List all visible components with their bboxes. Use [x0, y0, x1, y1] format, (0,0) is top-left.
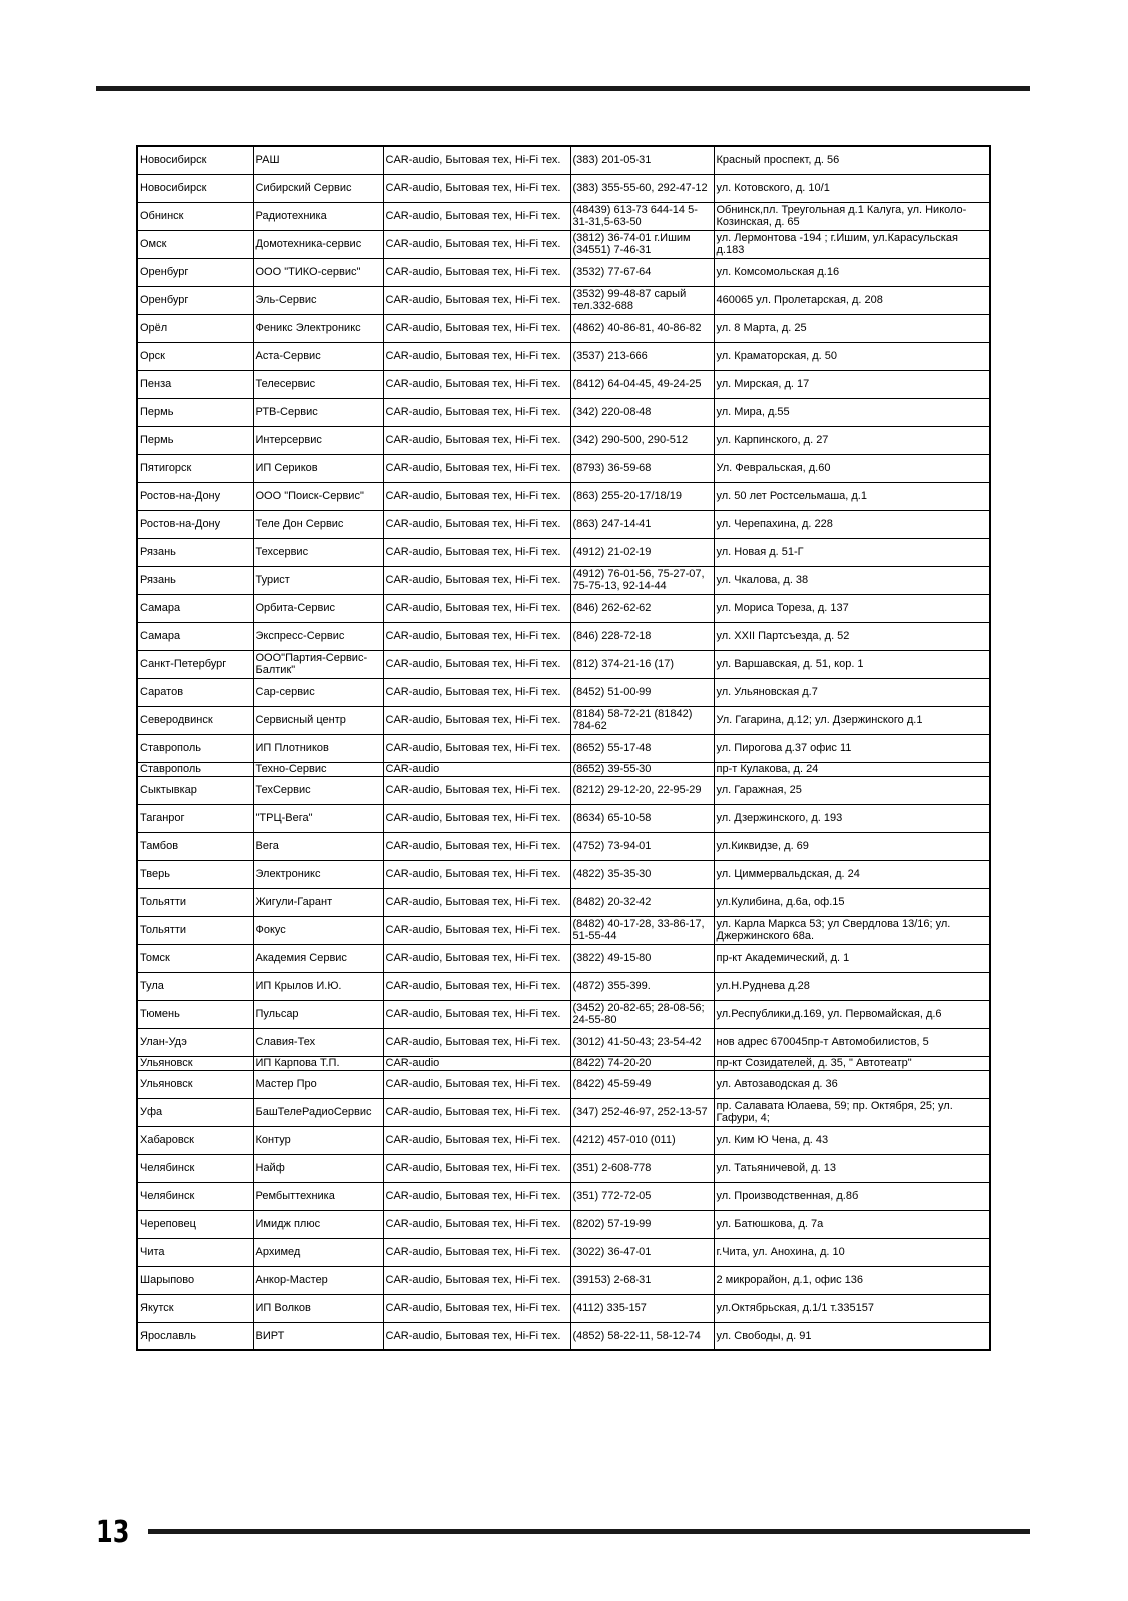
table-row — [137, 454, 990, 482]
table-row — [137, 146, 990, 174]
name-cell: Жигули-Гарант — [253, 888, 383, 916]
city-cell: Ростов-на-Дону — [137, 510, 253, 538]
name-cell: Теле Дон Сервис — [253, 510, 383, 538]
address-cell: ул. 50 лет Ростсельмаша, д.1 — [714, 482, 990, 510]
table-row — [137, 734, 990, 762]
address-cell: ул. Автозаводская д. 36 — [714, 1070, 990, 1098]
city-cell: Томск — [137, 944, 253, 972]
category-cell: CAR-audio, Бытовая тех, Hi-Fi тех. — [383, 650, 570, 678]
phone-cell: (8422) 74-20-20 — [570, 1056, 714, 1070]
name-cell: Интерсервис — [253, 426, 383, 454]
name-cell: ИП Волков — [253, 1294, 383, 1322]
phone-cell: (4852) 58-22-11, 58-12-74 — [570, 1322, 714, 1350]
address-cell: пр-кт Созидателей, д. 35, " Автотеатр" — [714, 1056, 990, 1070]
address-cell: ул. Мориса Тореза, д. 137 — [714, 594, 990, 622]
phone-cell: (48439) 613-73 644-14 5-31-31,5-63-50 — [570, 202, 714, 230]
phone-cell: (4912) 76-01-56, 75-27-07, 75-75-13, 92-14-44 — [570, 566, 714, 594]
table-row — [137, 286, 990, 314]
name-cell: Анкор-Мастер — [253, 1266, 383, 1294]
category-cell: CAR-audio, Бытовая тех, Hi-Fi тех. — [383, 1000, 570, 1028]
phone-cell: (8212) 29-12-20, 22-95-29 — [570, 776, 714, 804]
address-cell: ул. Краматорская, д. 50 — [714, 342, 990, 370]
phone-cell: (863) 247-14-41 — [570, 510, 714, 538]
table-row — [137, 230, 990, 258]
city-cell: Тольятти — [137, 916, 253, 944]
city-cell: Ульяновск — [137, 1070, 253, 1098]
name-cell: Сервисный центр — [253, 706, 383, 734]
name-cell: Имидж плюс — [253, 1210, 383, 1238]
category-cell: CAR-audio, Бытовая тех, Hi-Fi тех. — [383, 202, 570, 230]
table-row — [137, 1028, 990, 1056]
table-row — [137, 1266, 990, 1294]
name-cell: ИП Плотников — [253, 734, 383, 762]
phone-cell: (3822) 49-15-80 — [570, 944, 714, 972]
phone-cell: (4872) 355-399. — [570, 972, 714, 1000]
category-cell: CAR-audio, Бытовая тех, Hi-Fi тех. — [383, 230, 570, 258]
category-cell: CAR-audio, Бытовая тех, Hi-Fi тех. — [383, 1266, 570, 1294]
city-cell: Пермь — [137, 426, 253, 454]
city-cell: Ставрополь — [137, 762, 253, 776]
city-cell: Санкт-Петербург — [137, 650, 253, 678]
service-centers-table — [136, 145, 991, 1351]
city-cell: Ставрополь — [137, 734, 253, 762]
address-cell: ул. Татьяничевой, д. 13 — [714, 1154, 990, 1182]
city-cell: Улан-Удэ — [137, 1028, 253, 1056]
table-row — [137, 538, 990, 566]
name-cell: Электроникс — [253, 860, 383, 888]
category-cell: CAR-audio, Бытовая тех, Hi-Fi тех. — [383, 286, 570, 314]
address-cell: ул.Н.Руднева д.28 — [714, 972, 990, 1000]
phone-cell: (4822) 35-35-30 — [570, 860, 714, 888]
address-cell: ул. Котовского, д. 10/1 — [714, 174, 990, 202]
table-row — [137, 482, 990, 510]
city-cell: Омск — [137, 230, 253, 258]
category-cell: CAR-audio, Бытовая тех, Hi-Fi тех. — [383, 706, 570, 734]
city-cell: Уфа — [137, 1098, 253, 1126]
table-row — [137, 1294, 990, 1322]
phone-cell: (3012) 41-50-43; 23-54-42 — [570, 1028, 714, 1056]
name-cell: Фокус — [253, 916, 383, 944]
address-cell: ул. Свободы, д. 91 — [714, 1322, 990, 1350]
city-cell: Ростов-на-Дону — [137, 482, 253, 510]
city-cell: Орёл — [137, 314, 253, 342]
city-cell: Пермь — [137, 398, 253, 426]
address-cell: ул. Карла Маркса 53; ул Свердлова 13/16; ул. Джержинского 68а. — [714, 916, 990, 944]
address-cell: ул. Комсомольская д.16 — [714, 258, 990, 286]
city-cell: Рязань — [137, 566, 253, 594]
city-cell: Тамбов — [137, 832, 253, 860]
phone-cell: (3532) 99-48-87 сарый тел.332-688 — [570, 286, 714, 314]
name-cell: ООО"Партия-Сервис-Балтик" — [253, 650, 383, 678]
city-cell: Череповец — [137, 1210, 253, 1238]
category-cell: CAR-audio, Бытовая тех, Hi-Fi тех. — [383, 1126, 570, 1154]
table-row — [137, 1182, 990, 1210]
phone-cell: (846) 262-62-62 — [570, 594, 714, 622]
table-body — [137, 146, 990, 1350]
address-cell: ул. Новая д. 51-Г — [714, 538, 990, 566]
phone-cell: (39153) 2-68-31 — [570, 1266, 714, 1294]
address-cell: Ул. Гагарина, д.12; ул. Дзержинского д.1 — [714, 706, 990, 734]
category-cell: CAR-audio, Бытовая тех, Hi-Fi тех. — [383, 622, 570, 650]
table-row — [137, 916, 990, 944]
address-cell: пр. Салавата Юлаева, 59; пр. Октября, 25; ул. Гафури, 4; — [714, 1098, 990, 1126]
name-cell: Домотехника-сервис — [253, 230, 383, 258]
address-cell: 460065 ул. Пролетарская, д. 208 — [714, 286, 990, 314]
phone-cell: (351) 772-72-05 — [570, 1182, 714, 1210]
city-cell: Тольятти — [137, 888, 253, 916]
address-cell: г.Чита, ул. Анохина, д. 10 — [714, 1238, 990, 1266]
name-cell: Орбита-Сервис — [253, 594, 383, 622]
name-cell: БашТелеРадиоСервис — [253, 1098, 383, 1126]
phone-cell: (8652) 55-17-48 — [570, 734, 714, 762]
city-cell: Орск — [137, 342, 253, 370]
city-cell: Тула — [137, 972, 253, 1000]
category-cell: CAR-audio, Бытовая тех, Hi-Fi тех. — [383, 398, 570, 426]
city-cell: Ярославль — [137, 1322, 253, 1350]
city-cell: Новосибирск — [137, 146, 253, 174]
address-cell: ул. Ким Ю Чена, д. 43 — [714, 1126, 990, 1154]
name-cell: Эль-Сервис — [253, 286, 383, 314]
phone-cell: (8482) 40-17-28, 33-86-17, 51-55-44 — [570, 916, 714, 944]
table-row — [137, 370, 990, 398]
address-cell: ул. Гаражная, 25 — [714, 776, 990, 804]
phone-cell: (3532) 77-67-64 — [570, 258, 714, 286]
name-cell: Архимед — [253, 1238, 383, 1266]
table-row — [137, 1070, 990, 1098]
table-row — [137, 594, 990, 622]
category-cell: CAR-audio, Бытовая тех, Hi-Fi тех. — [383, 314, 570, 342]
table-row — [137, 804, 990, 832]
category-cell: CAR-audio, Бытовая тех, Hi-Fi тех. — [383, 972, 570, 1000]
address-cell: ул.Кулибина, д.6а, оф.15 — [714, 888, 990, 916]
city-cell: Пятигорск — [137, 454, 253, 482]
name-cell: Сибирский Сервис — [253, 174, 383, 202]
phone-cell: (342) 220-08-48 — [570, 398, 714, 426]
category-cell: CAR-audio, Бытовая тех, Hi-Fi тех. — [383, 860, 570, 888]
phone-cell: (383) 201-05-31 — [570, 146, 714, 174]
table-row — [137, 762, 990, 776]
table-row — [137, 314, 990, 342]
category-cell: CAR-audio, Бытовая тех, Hi-Fi тех. — [383, 888, 570, 916]
city-cell: Тверь — [137, 860, 253, 888]
table-row — [137, 174, 990, 202]
phone-cell: (3452) 20-82-65; 28-08-56; 24-55-80 — [570, 1000, 714, 1028]
table-row — [137, 888, 990, 916]
name-cell: Мастер Про — [253, 1070, 383, 1098]
category-cell: CAR-audio, Бытовая тех, Hi-Fi тех. — [383, 832, 570, 860]
address-cell: 2 микрорайон, д.1, офис 136 — [714, 1266, 990, 1294]
address-cell: пр-кт Академический, д. 1 — [714, 944, 990, 972]
category-cell: CAR-audio, Бытовая тех, Hi-Fi тех. — [383, 1210, 570, 1238]
address-cell: ул. Циммервальдская, д. 24 — [714, 860, 990, 888]
address-cell: Красный проспект, д. 56 — [714, 146, 990, 174]
table-row — [137, 1238, 990, 1266]
phone-cell: (8412) 64-04-45, 49-24-25 — [570, 370, 714, 398]
city-cell: Челябинск — [137, 1154, 253, 1182]
name-cell: ТехСервис — [253, 776, 383, 804]
table-row — [137, 426, 990, 454]
category-cell: CAR-audio, Бытовая тех, Hi-Fi тех. — [383, 426, 570, 454]
table-row — [137, 832, 990, 860]
name-cell: Техно-Сервис — [253, 762, 383, 776]
name-cell: РАШ — [253, 146, 383, 174]
table-row — [137, 1126, 990, 1154]
table-row — [137, 398, 990, 426]
category-cell: CAR-audio, Бытовая тех, Hi-Fi тех. — [383, 342, 570, 370]
phone-cell: (3537) 213-666 — [570, 342, 714, 370]
phone-cell: (8184) 58-72-21 (81842) 784-62 — [570, 706, 714, 734]
phone-cell: (4112) 335-157 — [570, 1294, 714, 1322]
category-cell: CAR-audio, Бытовая тех, Hi-Fi тех. — [383, 454, 570, 482]
city-cell: Сыктывкар — [137, 776, 253, 804]
phone-cell: (8452) 51-00-99 — [570, 678, 714, 706]
table-row — [137, 1098, 990, 1126]
city-cell: Пенза — [137, 370, 253, 398]
address-cell: ул. Батюшкова, д. 7а — [714, 1210, 990, 1238]
name-cell: ООО "Поиск-Сервис" — [253, 482, 383, 510]
name-cell: Экспресс-Сервис — [253, 622, 383, 650]
address-cell: ул. Производственная, д.8б — [714, 1182, 990, 1210]
name-cell: Рембыттехника — [253, 1182, 383, 1210]
category-cell: CAR-audio, Бытовая тех, Hi-Fi тех. — [383, 258, 570, 286]
category-cell: CAR-audio, Бытовая тех, Hi-Fi тех. — [383, 1322, 570, 1350]
city-cell: Обнинск — [137, 202, 253, 230]
address-cell: ул. Мира, д.55 — [714, 398, 990, 426]
table-row — [137, 860, 990, 888]
category-cell: CAR-audio, Бытовая тех, Hi-Fi тех. — [383, 538, 570, 566]
phone-cell: (812) 374-21-16 (17) — [570, 650, 714, 678]
city-cell: Чита — [137, 1238, 253, 1266]
phone-cell: (8634) 65-10-58 — [570, 804, 714, 832]
phone-cell: (342) 290-500, 290-512 — [570, 426, 714, 454]
city-cell: Новосибирск — [137, 174, 253, 202]
phone-cell: (8422) 45-59-49 — [570, 1070, 714, 1098]
name-cell: Турист — [253, 566, 383, 594]
category-cell: CAR-audio, Бытовая тех, Hi-Fi тех. — [383, 482, 570, 510]
address-cell: ул. Чкалова, д. 38 — [714, 566, 990, 594]
phone-cell: (347) 252-46-97, 252-13-57 — [570, 1098, 714, 1126]
category-cell: CAR-audio, Бытовая тех, Hi-Fi тех. — [383, 944, 570, 972]
name-cell: Академия Сервис — [253, 944, 383, 972]
table-row — [137, 202, 990, 230]
name-cell: Аста-Сервис — [253, 342, 383, 370]
address-cell: нов адрес 670045пр-т Автомобилистов, 5 — [714, 1028, 990, 1056]
name-cell: ВИРТ — [253, 1322, 383, 1350]
table-row — [137, 776, 990, 804]
address-cell: ул.Республики,д.169, ул. Первомайская, д.6 — [714, 1000, 990, 1028]
city-cell: Северодвинск — [137, 706, 253, 734]
table-row — [137, 510, 990, 538]
name-cell: ООО "ТИКО-сервис" — [253, 258, 383, 286]
address-cell: ул.Октябрьская, д.1/1 т.335157 — [714, 1294, 990, 1322]
name-cell: Славия-Тех — [253, 1028, 383, 1056]
address-cell: ул. Пирогова д.37 офис 11 — [714, 734, 990, 762]
table-row — [137, 1210, 990, 1238]
address-cell: ул.Киквидзе, д. 69 — [714, 832, 990, 860]
table-row — [137, 1154, 990, 1182]
category-cell: CAR-audio, Бытовая тех, Hi-Fi тех. — [383, 1028, 570, 1056]
name-cell: ИП Крылов И.Ю. — [253, 972, 383, 1000]
top-rule — [96, 86, 1030, 91]
address-cell: ул. 8 Марта, д. 25 — [714, 314, 990, 342]
city-cell: Рязань — [137, 538, 253, 566]
table-row — [137, 944, 990, 972]
category-cell: CAR-audio — [383, 1056, 570, 1070]
name-cell: Телесервис — [253, 370, 383, 398]
phone-cell: (846) 228-72-18 — [570, 622, 714, 650]
category-cell: CAR-audio — [383, 762, 570, 776]
name-cell: Техсервис — [253, 538, 383, 566]
category-cell: CAR-audio, Бытовая тех, Hi-Fi тех. — [383, 174, 570, 202]
address-cell: Ул. Февральская, д.60 — [714, 454, 990, 482]
category-cell: CAR-audio, Бытовая тех, Hi-Fi тех. — [383, 776, 570, 804]
category-cell: CAR-audio, Бытовая тех, Hi-Fi тех. — [383, 1154, 570, 1182]
phone-cell: (4912) 21-02-19 — [570, 538, 714, 566]
name-cell: ИП Карпова Т.П. — [253, 1056, 383, 1070]
city-cell: Самара — [137, 622, 253, 650]
phone-cell: (3812) 36-74-01 г.Ишим (34551) 7-46-31 — [570, 230, 714, 258]
phone-cell: (8652) 39-55-30 — [570, 762, 714, 776]
city-cell: Саратов — [137, 678, 253, 706]
category-cell: CAR-audio, Бытовая тех, Hi-Fi тех. — [383, 370, 570, 398]
phone-cell: (4212) 457-010 (011) — [570, 1126, 714, 1154]
table-row — [137, 678, 990, 706]
phone-cell: (351) 2-608-778 — [570, 1154, 714, 1182]
city-cell: Таганрог — [137, 804, 253, 832]
address-cell: ул. Варшавская, д. 51, кор. 1 — [714, 650, 990, 678]
category-cell: CAR-audio, Бытовая тех, Hi-Fi тех. — [383, 916, 570, 944]
phone-cell: (863) 255-20-17/18/19 — [570, 482, 714, 510]
table-row — [137, 342, 990, 370]
name-cell: Сар-сервис — [253, 678, 383, 706]
bottom-rule — [148, 1529, 1030, 1534]
table-row — [137, 1322, 990, 1350]
city-cell: Самара — [137, 594, 253, 622]
address-cell: ул. Ульяновская д.7 — [714, 678, 990, 706]
table-row — [137, 258, 990, 286]
category-cell: CAR-audio, Бытовая тех, Hi-Fi тех. — [383, 146, 570, 174]
address-cell: ул. Мирская, д. 17 — [714, 370, 990, 398]
page-number: 13 — [96, 1515, 130, 1550]
address-cell: пр-т Кулакова, д. 24 — [714, 762, 990, 776]
phone-cell: (3022) 36-47-01 — [570, 1238, 714, 1266]
city-cell: Хабаровск — [137, 1126, 253, 1154]
city-cell: Ульяновск — [137, 1056, 253, 1070]
name-cell: Вега — [253, 832, 383, 860]
name-cell: Контур — [253, 1126, 383, 1154]
name-cell: Пульсар — [253, 1000, 383, 1028]
phone-cell: (4862) 40-86-81, 40-86-82 — [570, 314, 714, 342]
category-cell: CAR-audio, Бытовая тех, Hi-Fi тех. — [383, 1070, 570, 1098]
table-row — [137, 650, 990, 678]
category-cell: CAR-audio, Бытовая тех, Hi-Fi тех. — [383, 1182, 570, 1210]
category-cell: CAR-audio, Бытовая тех, Hi-Fi тех. — [383, 1238, 570, 1266]
category-cell: CAR-audio, Бытовая тех, Hi-Fi тех. — [383, 1098, 570, 1126]
category-cell: CAR-audio, Бытовая тех, Hi-Fi тех. — [383, 804, 570, 832]
table-row — [137, 972, 990, 1000]
category-cell: CAR-audio, Бытовая тех, Hi-Fi тех. — [383, 734, 570, 762]
category-cell: CAR-audio, Бытовая тех, Hi-Fi тех. — [383, 1294, 570, 1322]
address-cell: ул. Лермонтова -194 ; г.Ишим, ул.Карасульская д.183 — [714, 230, 990, 258]
city-cell: Якутск — [137, 1294, 253, 1322]
address-cell: ул. XXII Партсъезда, д. 52 — [714, 622, 990, 650]
category-cell: CAR-audio, Бытовая тех, Hi-Fi тех. — [383, 594, 570, 622]
name-cell: "ТРЦ-Вега" — [253, 804, 383, 832]
name-cell: Феникс Электроникс — [253, 314, 383, 342]
category-cell: CAR-audio, Бытовая тех, Hi-Fi тех. — [383, 510, 570, 538]
address-cell: ул. Черепахина, д. 228 — [714, 510, 990, 538]
city-cell: Челябинск — [137, 1182, 253, 1210]
name-cell: ИП Сериков — [253, 454, 383, 482]
address-cell: ул. Дзержинского, д. 193 — [714, 804, 990, 832]
city-cell: Оренбург — [137, 258, 253, 286]
address-cell: ул. Карпинского, д. 27 — [714, 426, 990, 454]
category-cell: CAR-audio, Бытовая тех, Hi-Fi тех. — [383, 678, 570, 706]
city-cell: Оренбург — [137, 286, 253, 314]
phone-cell: (8793) 36-59-68 — [570, 454, 714, 482]
name-cell: РТВ-Сервис — [253, 398, 383, 426]
table-row — [137, 1000, 990, 1028]
city-cell: Тюмень — [137, 1000, 253, 1028]
phone-cell: (4752) 73-94-01 — [570, 832, 714, 860]
table-row — [137, 1056, 990, 1070]
name-cell: Найф — [253, 1154, 383, 1182]
address-cell: Обнинск,пл. Треугольная д.1 Калуга, ул. Николо-Козинская, д. 65 — [714, 202, 990, 230]
category-cell: CAR-audio, Бытовая тех, Hi-Fi тех. — [383, 566, 570, 594]
phone-cell: (8202) 57-19-99 — [570, 1210, 714, 1238]
phone-cell: (383) 355-55-60, 292-47-12 — [570, 174, 714, 202]
table-row — [137, 622, 990, 650]
name-cell: Радиотехника — [253, 202, 383, 230]
table-row — [137, 566, 990, 594]
table-row — [137, 706, 990, 734]
city-cell: Шарыпово — [137, 1266, 253, 1294]
phone-cell: (8482) 20-32-42 — [570, 888, 714, 916]
